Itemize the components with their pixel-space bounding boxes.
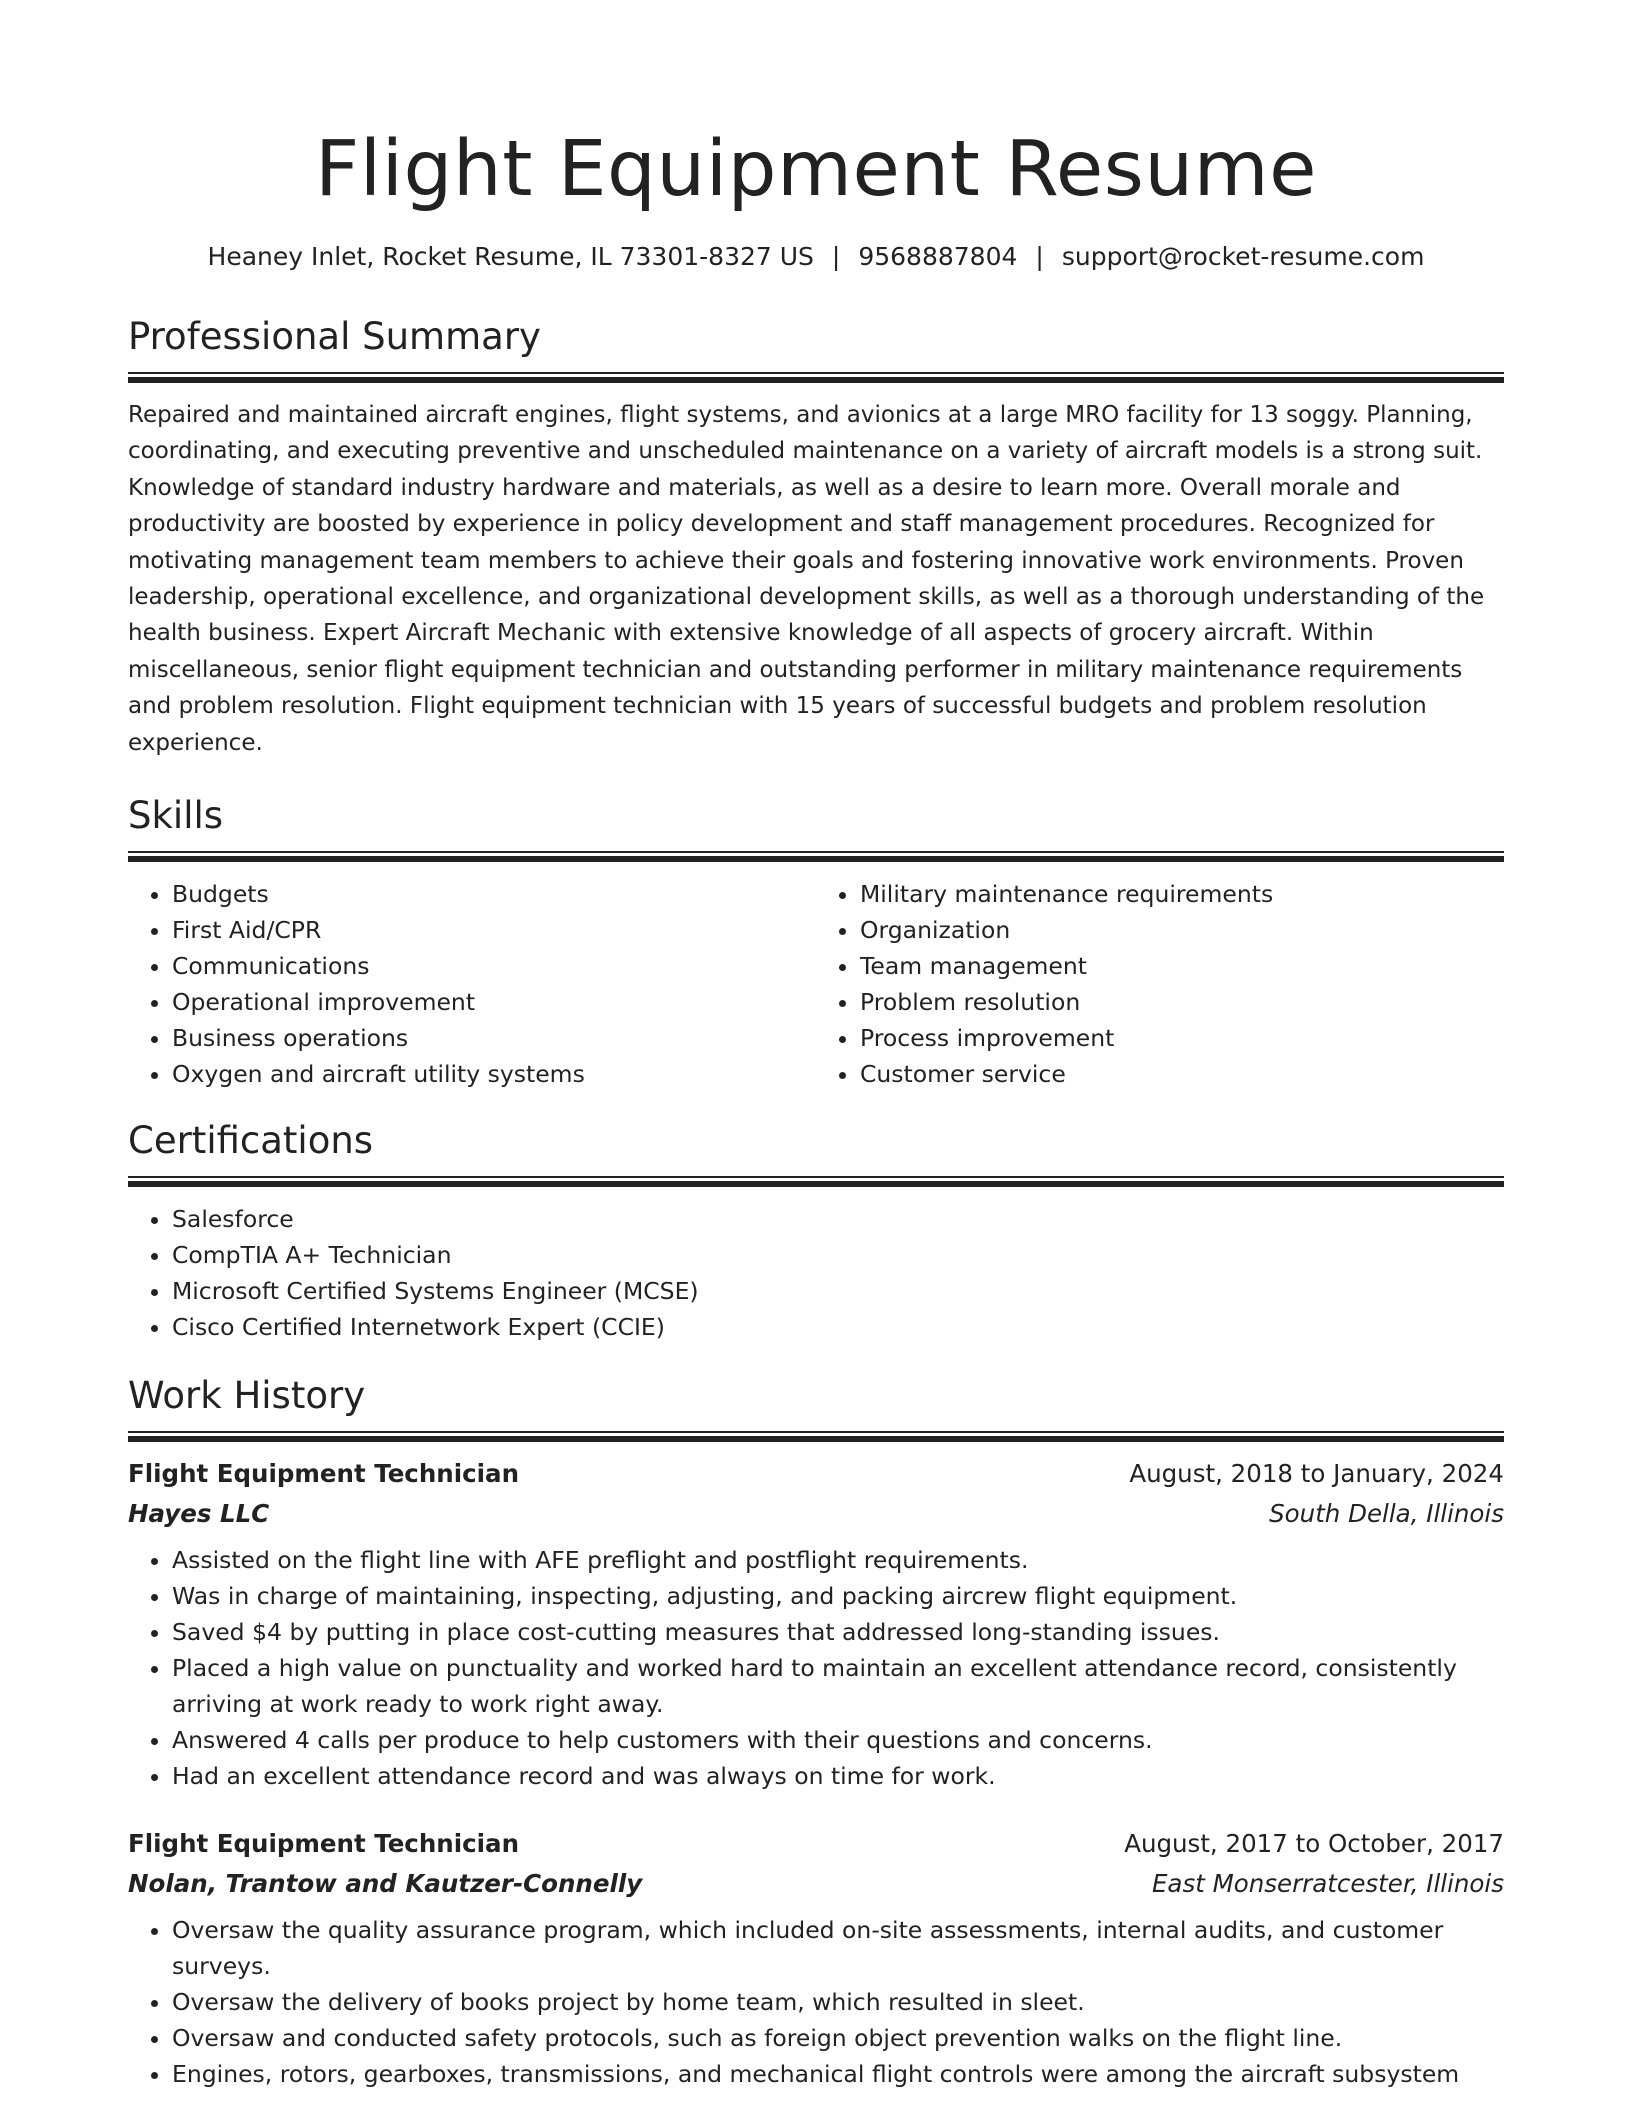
section-divider xyxy=(128,1176,1504,1187)
job-dates: August, 2017 to October, 2017 xyxy=(1124,1829,1504,1859)
list-item: • Process improvement xyxy=(860,1020,1504,1056)
contact-line xyxy=(128,240,1504,274)
list-item: • Problem resolution xyxy=(860,984,1504,1020)
list-item: • Placed a high value on punctuality and worked hard to maintain an excellent attendance record, consistently arriving at work ready to work right away. xyxy=(172,1650,1504,1722)
list-item: • Microsoft Certified Systems Engineer (MCSE) xyxy=(172,1273,1504,1309)
list-item: • Salesforce xyxy=(172,1201,1504,1237)
job-title: Flight Equipment Technician xyxy=(128,1829,520,1859)
job-entry xyxy=(128,1454,1504,1794)
section-divider xyxy=(128,1431,1504,1442)
skills-list-left xyxy=(128,876,816,1092)
contact-separator: | xyxy=(831,242,841,271)
contact-address: Heaney Inlet, Rocket Resume, IL 73301-8327 US xyxy=(207,242,814,271)
list-item: • Oversaw the quality assurance program, which included on-site assessments, internal audits, and customer surveys. xyxy=(172,1912,1504,1984)
list-item: • Oxygen and aircraft utility systems xyxy=(172,1056,816,1092)
list-item: • CompTIA A+ Technician xyxy=(172,1237,1504,1273)
job-subheader xyxy=(128,1864,1504,1904)
job-dates: August, 2018 to January, 2024 xyxy=(1129,1459,1504,1489)
list-item: • Answered 4 calls per produce to help customers with their questions and concerns. xyxy=(172,1722,1504,1758)
list-item: • Customer service xyxy=(860,1056,1504,1092)
list-item: • Engines, rotors, gearboxes, transmissions, and mechanical flight controls were among the aircraft subsystem xyxy=(172,2056,1504,2092)
list-item: • Military maintenance requirements xyxy=(860,876,1504,912)
section-divider xyxy=(128,372,1504,383)
list-item: • Oversaw the delivery of books project by home team, which resulted in sleet. xyxy=(172,1984,1504,2020)
job-company: Hayes LLC xyxy=(128,1499,270,1529)
list-item: • Assisted on the flight line with AFE preflight and postflight requirements. xyxy=(172,1542,1504,1578)
job-bullets xyxy=(128,1542,1504,1794)
list-item: • Team management xyxy=(860,948,1504,984)
list-item: • Had an excellent attendance record and was always on time for work. xyxy=(172,1758,1504,1794)
list-item: • Organization xyxy=(860,912,1504,948)
job-entry xyxy=(128,1824,1504,2092)
summary-section xyxy=(128,312,1504,761)
job-header xyxy=(128,1454,1504,1494)
contact-separator: | xyxy=(1035,242,1044,271)
resume-title: Flight Equipment Resume xyxy=(314,125,1318,214)
list-item: • Budgets xyxy=(172,876,816,912)
list-item: • First Aid/CPR xyxy=(172,912,816,948)
list-item: • Cisco Certified Internetwork Expert (CCIE) xyxy=(172,1309,1504,1345)
job-header xyxy=(128,1824,1504,1864)
job-bullets xyxy=(128,1912,1504,2092)
list-item: • Communications xyxy=(172,948,816,984)
section-divider xyxy=(128,851,1504,862)
list-item: • Saved $4 by putting in place cost-cutting measures that addressed long-standing issues. xyxy=(172,1614,1504,1650)
section-heading: Skills xyxy=(128,794,224,838)
list-item: • Operational improvement xyxy=(172,984,816,1020)
job-location: East Monserratcester, Illinois xyxy=(1151,1869,1504,1899)
skills-list-right xyxy=(816,876,1504,1092)
section-heading: Work History xyxy=(128,1374,366,1418)
summary-text: Repaired and maintained aircraft engines, flight systems, and avionics at a large MRO facility for 13 soggy. Planning, coordinating, and executing preventive and unscheduled maintenance on a variety of aircraft models is a strong suit. Knowledge of standard industry hardware and materials, as well as a desire to learn more. Overall morale and productivity are boosted by experience in policy development and staff management procedures. Recognized for motivating management team members to achieve their goals and fostering innovative work environments. Proven leadership, operational excellence, and organizational development skills, as well as a thorough understanding of the health business. Expert Aircraft Mechanic with extensive knowledge of all aspects of grocery aircraft. Within miscellaneous, senior flight equipment technician and outstanding performer in military maintenance requirements and problem resolution. Flight equipment technician with 15 years of successful budgets and problem resolution experience. xyxy=(128,402,1485,756)
section-heading: Professional Summary xyxy=(128,315,541,358)
work-history-section xyxy=(128,1371,1504,2092)
skills-columns xyxy=(128,876,1504,1092)
list-item: • Business operations xyxy=(172,1020,816,1056)
job-title: Flight Equipment Technician xyxy=(128,1459,520,1489)
job-company: Nolan, Trantow and Kautzer-Connelly xyxy=(128,1869,643,1899)
certifications-section xyxy=(128,1116,1504,1345)
contact-email: support@rocket-resume.com xyxy=(1061,242,1425,271)
list-item: • Was in charge of maintaining, inspecting, adjusting, and packing aircrew flight equipment. xyxy=(172,1578,1504,1614)
skills-section xyxy=(128,791,1504,1092)
section-heading: Certifications xyxy=(128,1119,374,1163)
contact-phone: 9568887804 xyxy=(858,242,1018,271)
job-location: South Della, Illinois xyxy=(1269,1499,1504,1529)
certifications-list xyxy=(128,1201,1504,1345)
job-subheader xyxy=(128,1494,1504,1534)
list-item: • Oversaw and conducted safety protocols, such as foreign object prevention walks on the flight line. xyxy=(172,2020,1504,2056)
